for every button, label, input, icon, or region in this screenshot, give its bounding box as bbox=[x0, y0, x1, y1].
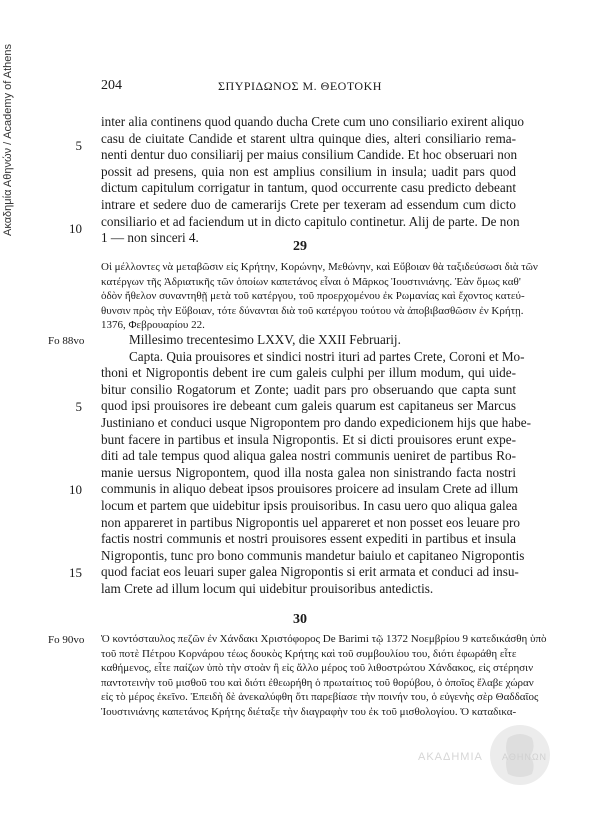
doc29-summary bbox=[101, 260, 538, 333]
line-number: 5 bbox=[75, 138, 82, 153]
text-line: possit ad presens, quia non est amplius consilium in insula; uadit pars quod bbox=[101, 163, 516, 179]
summary-line: Ἰουστινιάνης καπετάνος Κρήτης διέταξε τὴν διαγραφὴν του ἐκ τοῦ μισθολογίου. Ὁ καταδικα- bbox=[101, 705, 517, 718]
text-line: quod ipsi prouisores ire debeant cum galeis quarum est capitaneus ser Marcus bbox=[101, 398, 516, 414]
text-line: casu de ciuitate Candide et starent ultra quinque dies, alteri consiliario rema- bbox=[101, 130, 516, 146]
text-line: Nigropontis, tunc pro bono communis mandetur baiulo et capitaneo Nigropontis bbox=[101, 547, 525, 563]
side-watermark: Ακαδημία Αθηνών / Academy of Athens bbox=[2, 44, 14, 237]
text-line: lam Crete ad illum locum qui uidebitur prouisoribus antedictis. bbox=[101, 580, 434, 596]
text-line: dictum capitulum corrigatur in tantum, quod occurrente casu predicto debeant bbox=[101, 180, 516, 196]
text-line: bunt facere in partibus et insula Nigropontis. Et si dicti prouisores erunt expe- bbox=[101, 431, 516, 447]
text-line: intrare et sedere duo de camerarijs Crete per texeram ad essendum cum dicto bbox=[101, 196, 516, 212]
logo-text-left: ΑΚΑΔΗΜΙΑ bbox=[418, 751, 483, 763]
logo-text-right: ΑΘΗΝΩΝ bbox=[502, 752, 548, 762]
text-line: quod faciat eos leuari super galea Nigropontis si erit armata et conduci ad insu- bbox=[101, 564, 519, 580]
folio-reference: Fo 90vo bbox=[48, 634, 85, 646]
page-number: 204 bbox=[101, 78, 122, 93]
text-line: 1 — non sinceri 4. bbox=[101, 230, 199, 246]
document-number: 30 bbox=[293, 612, 307, 627]
summary-line: ὁδὸν ἤθελον συναντηθῇ μετὰ τοῦ κατέργου, τοῦ προερχομένου ἐκ Ρωμανίας καὶ ἔχοντος κατεύ- bbox=[101, 290, 525, 303]
summary-date: 1376, Φεβρουαρίου 22. bbox=[101, 319, 205, 332]
running-title: ΣΠΥΡΙΔΩΝΟΣ Μ. ΘΕΟΤΟΚΗ bbox=[218, 79, 382, 93]
summary-line: καθήμενος, εἶτε παίζων ὑπὸ τὴν στοὰν ἢ εἰς ἄλλο μέρος τοῦ λιθοστρώτου Χάνδακος, εἰς στέρησιν bbox=[101, 662, 534, 675]
summary-line: θυνσιν πρὸς τὴν Εὔβοιαν, τότε δύνανται διὰ τοῦ κατέργου τούτου νὰ ἀποβιβασθῶσιν ἐν Κρήτῃ. bbox=[101, 304, 524, 317]
text-line: thoni et Nigropontis debent ire cum galeis culphi per illum modum, qui uide- bbox=[101, 365, 516, 381]
document-number: 29 bbox=[293, 239, 307, 254]
summary-line: τοῦ ποτὲ Πέτρου Κορνάρου τέως δουκὸς Κρήτης καὶ τοῦ συμβουλίου του, διότι ἐφωράθη εἶτε bbox=[101, 647, 517, 660]
text-line: communis in aliquo debeat ipsos prouisores proicere ad insulam Crete ad illum bbox=[101, 481, 519, 497]
doc28-text bbox=[101, 114, 524, 247]
line-number: 5 bbox=[75, 399, 82, 414]
text-line: non appareret in partibus Nigropontis uel appareret et non posset eos leuare pro bbox=[101, 514, 520, 530]
text-line: locum et partem que uidebitur ipsis prouisoribus. In casu uero quo aliqua galea bbox=[101, 497, 518, 513]
page-header bbox=[0, 78, 600, 94]
text-line: diti ad tale tempus quod aliqua galea nostri communis ueniret de partibus Ro- bbox=[101, 448, 516, 464]
text-line: Justiniano et conduci usque Nigropontem pro dando expedicionem hijs que habe- bbox=[101, 414, 531, 430]
academy-logo-watermark bbox=[410, 720, 560, 795]
text-line: factis nostri communis et nostri prouisores essent expediti in partibus et insula bbox=[101, 531, 516, 547]
summary-line: Οἱ μέλλοντες νὰ μεταβῶσιν εἰς Κρήτην, Κορώνην, Μεθώνην, καὶ Εὔβοιαν θὰ ταξιδεύσωσι διὰ τῶν bbox=[101, 261, 538, 273]
text-line: bitur consilio Rogatorum et Zonte; uadit pars pro obseruando que capta sunt bbox=[101, 381, 516, 397]
line-number: 10 bbox=[69, 482, 82, 497]
summary-line: εἰς τὸ μέρος ἐκεῖνο. Ἐπειδὴ δὲ ἀνεκαλύφθη ὅτι παρεβίασε τὴν ποινήν του, ὁ εὐγενὴς σὲρ Θαδδαῖος bbox=[101, 691, 539, 704]
doc30-summary bbox=[101, 632, 547, 720]
text-line: Capta. Quia prouisores et sindici nostri ituri ad partes Crete, Coroni et Mo- bbox=[129, 348, 525, 364]
text-line: manie uersus Nigropontem, quod illa nosta galea non sinistrando facta nostri bbox=[101, 464, 516, 480]
summary-line: παντοτεινὴν τοῦ μισθοῦ του καὶ διότι ἐθεωρήθη ὁ πρωταίτιος τοῦ θορύβου, ὁ ὁποῖος ἔλαβε χώραν bbox=[101, 676, 534, 689]
text-line: inter alia continens quod quando ducha Crete cum uno consiliario exirent aliquo bbox=[101, 114, 524, 129]
date-line: Millesimo trecentesimo LXXV, die XXII Februarij. bbox=[129, 332, 401, 347]
doc29-text bbox=[101, 332, 531, 598]
text-line: consiliario et ad faciendum ut in dicto capitulo continetur. Alij de parte. De non bbox=[101, 213, 520, 229]
line-number: 15 bbox=[69, 565, 82, 580]
summary-line: κατέργων τῆς Ἀδριατικῆς τῶν ὁποίων καπετάνος εἶναι ὁ Μᾶρκος Ἰουστινιάνης. Ἐὰν ὅμως καθ' bbox=[101, 275, 521, 288]
line-number: 10 bbox=[69, 221, 82, 236]
folio-reference: Fo 88vo bbox=[48, 335, 85, 347]
summary-line: Ὁ κοντόσταυλος πεζῶν ἐν Χάνδακι Χριστόφορος De Barimi τῷ 1372 Νοεμβρίου 9 κατεδικάσθη ὑπὸ bbox=[101, 633, 547, 645]
text-line: nenti dentur duo consiliarij per maius consilium Candide. Et hoc obseruari non bbox=[101, 147, 518, 163]
